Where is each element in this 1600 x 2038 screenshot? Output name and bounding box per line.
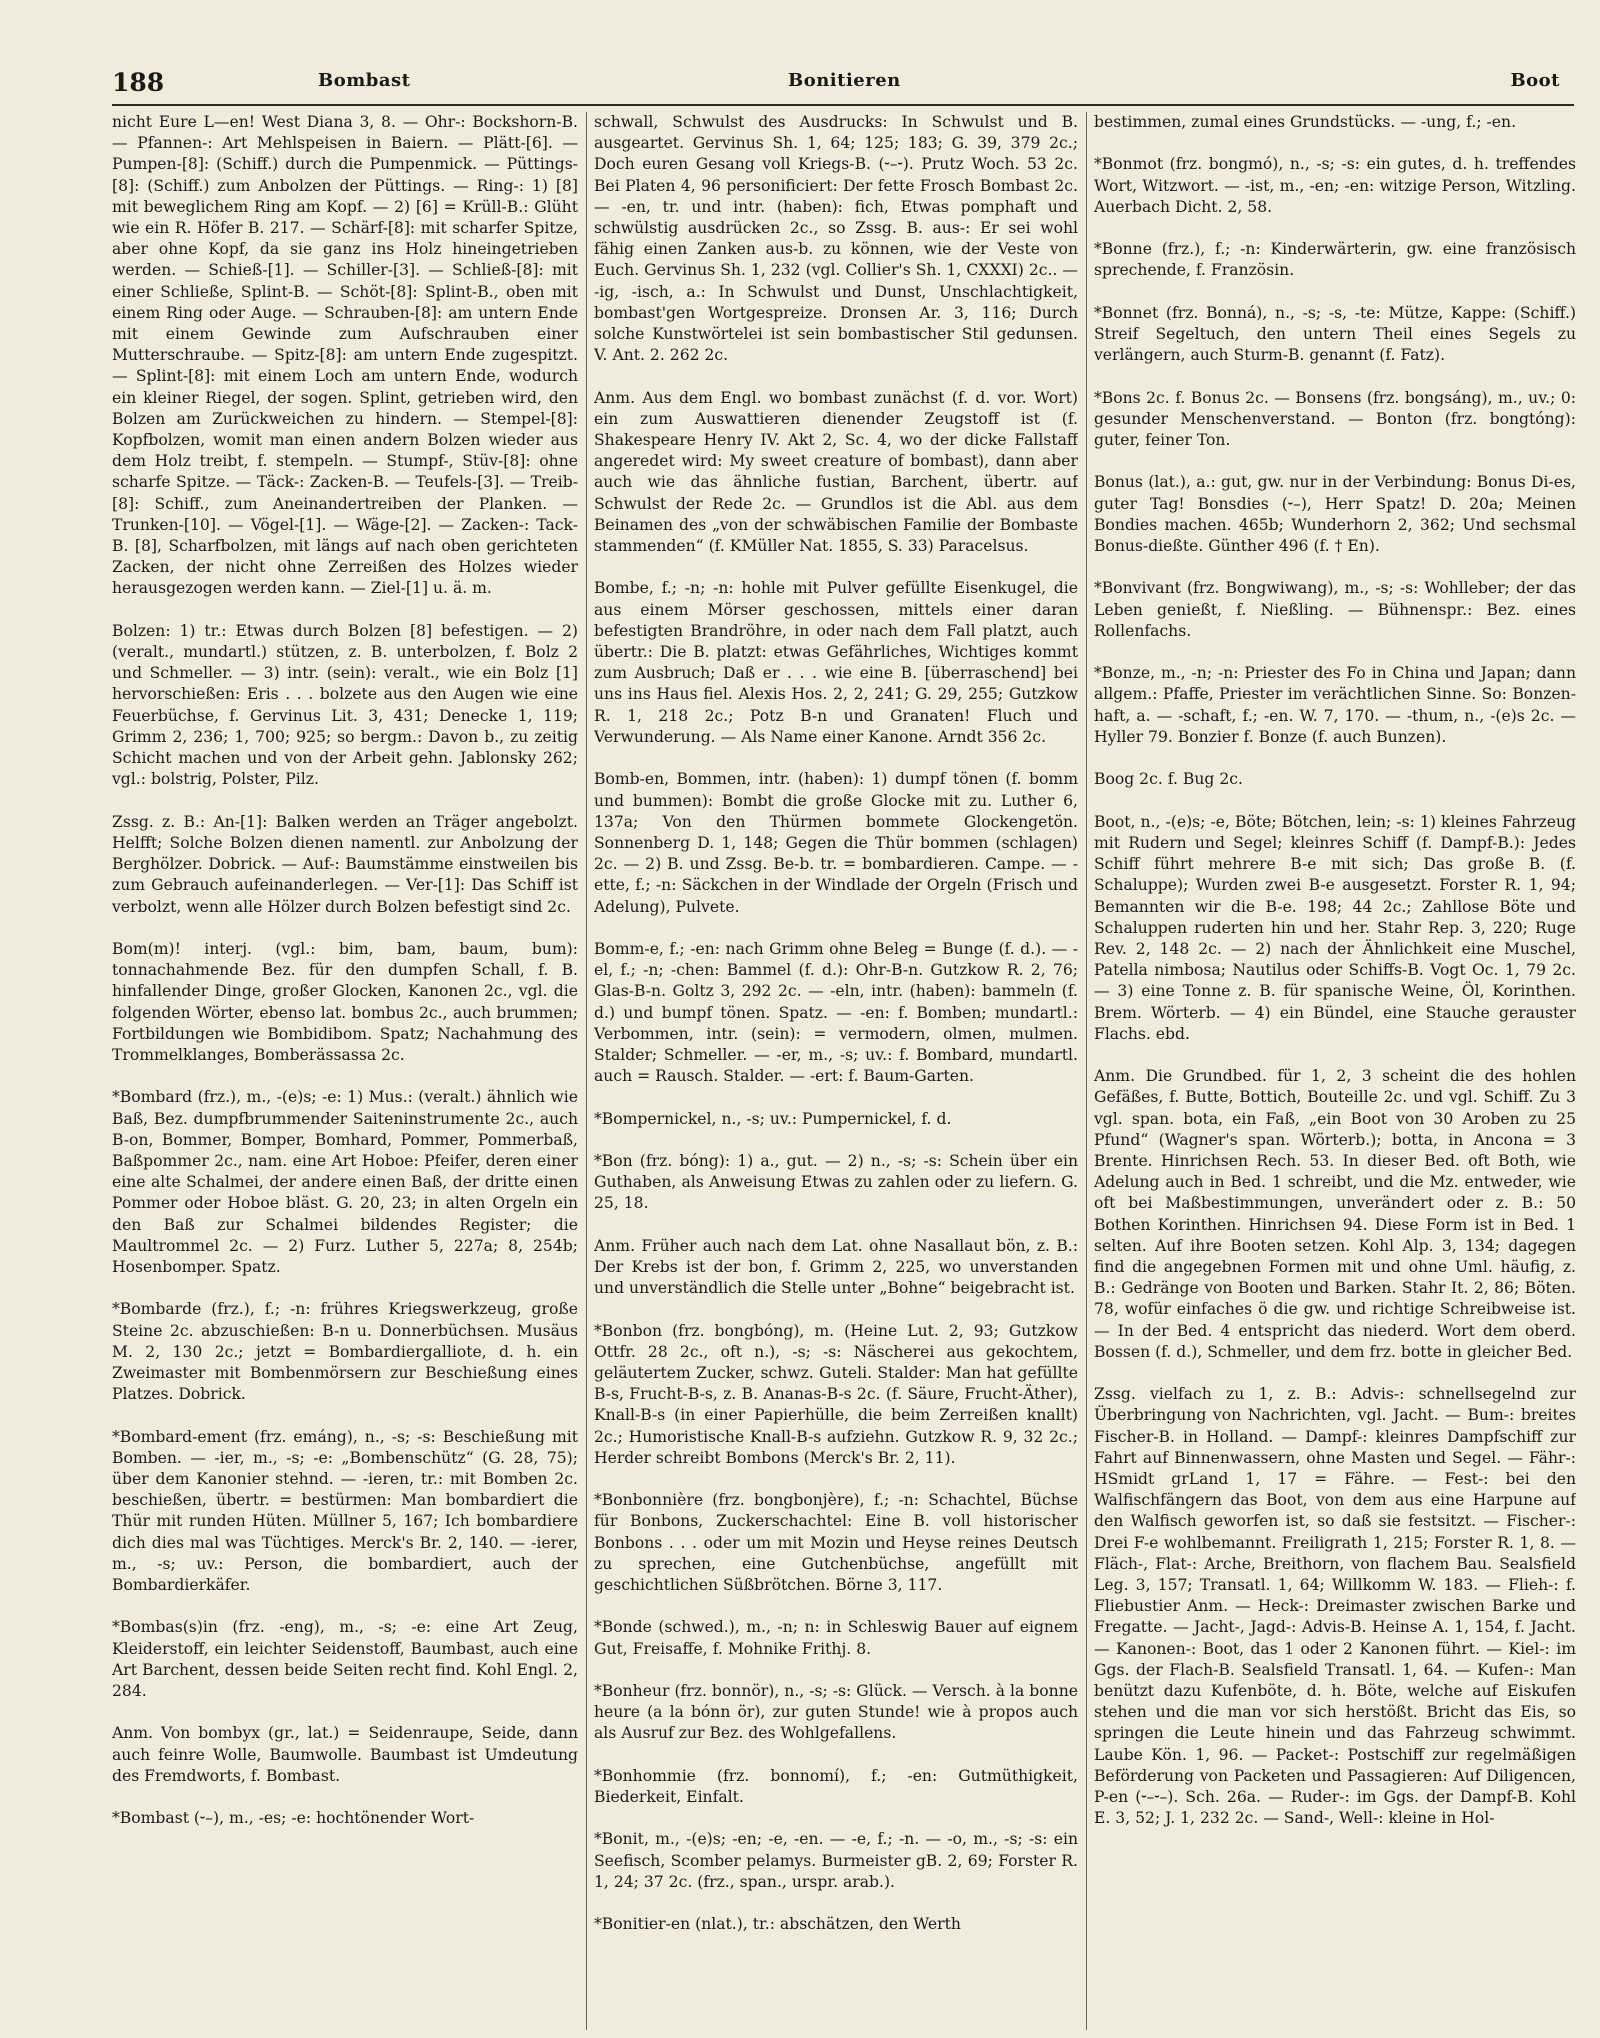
column-right xyxy=(1094,112,1576,2030)
column-text: schwall, Schwulst des Ausdrucks: In Schwulst und B. ausgeartet. Gervinus Sh. 1, 64; 125; 183; G. 39, 379 2c.; Doch euren Gesang voll Kriegs-B. (⏑–⏑). Prutz Woch. 53 2c. Bei Platen 4, 96 personificiert: Der fette Frosch Bombast 2c. — -en, tr. und intr. (haben): fich, Etwas pomphaft und schwülstig ausdrücken 2c., so Zssg. B. aus-: Er sei wohl fähig einen Zanken aus-b. zu können, wie der Veste von Euch. Gervinus Sh. 1, 232 (vgl. Collier's Sh. 1, CXXXI) 2c.. — -ig, -isch, a.: In Schwulst und Dunst, Unschlachtigkeit, bombast'gen Wortgespreize. Dronsen Ar. 3, 116; Durch solche Kunstwörtelei ist sein bombastischer Stil gedunsen. V. Ant. 2. 262 2c. Anm. Aus dem Engl. wo bombast zunächst (f. d. vor. Wort) ein zum Auswattieren dienender Zeugstoff ist (f. Shakespeare Henry IV. Akt 2, Sc. 4, wo der dicke Fallstaff angeredet wird: My sweet creature of bombast), dann aber auch wie das ähnliche fustian, Barchent, übertr. auf Schwulst der Rede 2c. — Grundlos ist die Abl. aus dem Beinamen des „von der schwäbischen Familie der Bombaste stammenden“ (f. KMüller Nat. 1855, S. 33) Paracelsus. Bombe, f.; -n; -n: hohle mit Pulver gefüllte Eisenkugel, die aus einem Mörser geschossen, mittels einer daran befestigten Brandröhre, in oder nach dem Fall platzt, auch übertr.: Die B. platzt: etwas Gefährliches, Wichtiges kommt zum Ausbruch; Daß er . . . wie eine B. [überraschend] bei uns ins Haus fiel. Alexis Hos. 2, 2, 241; G. 29, 255; Gutzkow R. 1, 218 2c.; Potz B-n und Granaten! Fluch und Verwunderung. — Als Name einer Kanone. Arndt 356 2c. Bomb-en, Bommen, intr. (haben): 1) dumpf tönen (f. bomm und bummen): Bombt die große Glocke mit zu. Luther 6, 137a; Von den Thürmen bommete Glockengetön. Sonnenberg D. 1, 148; Gegen die Thür bommen (schlagen) 2c. — 2) B. und Zssg. Be-b. tr. = bombardieren. Campe. — -ette, f.; -n: Säckchen in der Windlade der Orgeln (Frisch und Adelung), Pulvete. Bomm-e, f.; -en: nach Grimm ohne Beleg = Bunge (f. d.). — -el, f.; -n; -chen: Bammel (f. d.): Ohr-B-n. Gutzkow R. 2, 76; Glas-B-n. Goltz 3, 292 2c. — -eln, intr. (haben): bammeln (f. d.) und bumpf tönen. Spatz. — -en: f. Bomben; mundartl.: Verbommen, intr. (sein): = vermodern, olmen, mulmen. Stalder; Schmeller. — -er, m., -s; uv.: f. Bombard, mundartl. auch = Rausch. Stalder. — -ert: f. Baum-Garten. *Bompernickel, n., -s; uv.: Pumpernickel, f. d. *Bon (frz. bóng): 1) a., gut. — 2) n., -s; -s: Schein über ein Guthaben, als Anweisung Etwas zu zahlen oder zu liefern. G. 25, 18. Anm. Früher auch nach dem Lat. ohne Nasallaut bön, z. B.: Der Krebs ist der bon, f. Grimm 2, 225, wo unverstanden und unverständlich die Stelle unter „Bohne“ beigebracht ist. *Bonbon (frz. bongbóng), m. (Heine Lut. 2, 93; Gutzkow Ottfr. 28 2c., oft n.), -s; -s: Näscherei aus gekochtem, geläutertem Zucker, schwz. Guteli. Stalder: Man hat gefüllte B-s, Frucht-B-s, z. B. Ananas-B-s 2c. (f. Säure, Frucht-Äther), Knall-B-s (in einer Papierhülle, die beim Zerreißen knallt) 2c.; Humoristische Knall-B-s aufziehn. Gutzkow R. 9, 32 2c.; Herder schreibt Bombons (Merck's Br. 2, 11). *Bonbonnière (frz. bongbonjère), f.; -n: Schachtel, Büchse für Bonbons, Zuckerschachtel: Eine B. voll historischer Bonbons . . . oder um mit Mozin und Heyse reines Deutsch zu sprechen, eine Gutchenbüchse, angefüllt mit geschichtlichen Süßbrötchen. Börne 3, 117. *Bonde (schwed.), m., -n; n: in Schleswig Bauer auf eignem Gut, Freisaffe, f. Mohnike Frithj. 8. *Bonheur (frz. bonnör), n., -s; -s: Glück. — Versch. à la bonne heure (a la bónn ör), zur guten Stunde! wie à propos auch als Ausruf zur Bez. des Wohlgefallens. *Bonhommie (frz. bonnomí), f.; -en: Gutmüthigkeit, Biederkeit, Einfalt. *Bonit, m., -(e)s; -en; -e, -en. — -e, f.; -n. — -o, m., -s; -s: ein Seefisch, Scomber pelamys. Burmeister gB. 2, 69; Forster R. 1, 24; 37 2c. (frz., span., urspr. arab.). *Bonitier-en (nlat.), tr.: abschätzen, den Werth xyxy=(594,113,1078,1934)
column-left xyxy=(112,112,578,2030)
column-middle xyxy=(594,112,1078,2030)
page-header xyxy=(0,0,1600,112)
running-head-left: Bombast xyxy=(318,70,411,91)
column-divider xyxy=(1086,112,1087,2030)
running-head-center: Bonitieren xyxy=(788,70,901,91)
column-text: bestimmen, zumal eines Grundstücks. — -ung, f.; -en. *Bonmot (frz. bongmó), n., -s; -s: ein gutes, d. h. treffendes Wort, Witzwort. — -ist, m., -en; -en: witzige Person, Witzling. Auerbach Dicht. 2, 58. *Bonne (frz.), f.; -n: Kinderwärterin, gw. eine französisch sprechende, f. Französin. *Bonnet (frz. Bonná), n., -s; -s, -te: Mütze, Kappe: (Schiff.) Streif Segeltuch, den untern Theil eines Segels zu verlängern, auch Sturm-B. genannt (f. Fatz). *Bons 2c. f. Bonus 2c. — Bonsens (frz. bongsáng), m., uv.; 0: gesunder Menschenverstand. — Bonton (frz. bongtóng): guter, feiner Ton. Bonus (lat.), a.: gut, gw. nur in der Verbindung: Bonus Di-es, guter Tag! Bonsdies (⏑–), Herr Spatz! D. 20a; Meinen Bondies machen. 465b; Wunderhorn 2, 362; Und sechsmal Bonus-dießte. Günther 496 (f. † En). *Bonvivant (frz. Bongwiwang), m., -s; -s: Wohlleber; der das Leben genießt, f. Nießling. — Bühnenspr.: Bez. eines Rollenfachs. *Bonze, m., -n; -n: Priester des Fo in China und Japan; dann allgem.: Pfaffe, Priester im verächtlichen Sinne. So: Bonzen-haft, a. — -schaft, f.; -en. W. 7, 170. — -thum, n., -(e)s 2c. — Hyller 79. Bonzier f. Bonze (f. auch Bunzen). Boog 2c. f. Bug 2c. Boot, n., -(e)s; -e, Böte; Bötchen, lein; -s: 1) kleines Fahrzeug mit Rudern und Segel; kleinres Schiff (f. Dampf-B.): Jedes Schiff führt mehrere B-e mit sich; Das große B. (f. Schaluppe); Wurden zwei B-e ausgesetzt. Forster R. 1, 94; Bemannten wir die B-e. 198; 44 2c.; Zahllose Böte und Schaluppen ruderten hin und her. Stahr Rep. 3, 220; Ruge Rev. 2, 148 2c. — 2) nach der Ähnlichkeit eine Muschel, Patella nimbosa; Nautilus oder Schiffs-B. Vogt Oc. 1, 79 2c. — 3) eine Tonne z. B. für spanische Weine, Öl, Korinthen. Brem. Wörterb. — 4) ein Bündel, eine Stauche gerauster Flachs. ebd. Anm. Die Grundbed. für 1, 2, 3 scheint die des hohlen Gefäßes, f. Butte, Bottich, Bouteille 2c. und vgl. Schiff. Zu 3 vgl. span. bota, ein Faß, „ein Boot von 30 Aroben zu 25 Pfund“ (Wagner's span. Wörterb.); botta, in Ancona = 3 Brente. Hinrichsen Rech. 53. In dieser Bed. oft Both, wie Adelung auch in Bed. 1 schreibt, und die Mz. entweder, wie oft bei Maßbestimmungen, unverändert oder z. B.: 50 Bothen Korinthen. Hinrichsen 94. Diese Form ist in Bed. 1 selten. Auf ihre Booten setzen. Kohl Alp. 3, 134; dagegen find die angegebnen Formen mit und ohne Uml. häufig, z. B.: Gedränge von Booten und Barken. Stahr It. 2, 86; Böten. 78, wofür einfaches ö die gw. und richtige Schreibweise ist. — In der Bed. 4 entspricht das niederd. Wort dem oberd. Bossen (f. d.), Schmeller, und dem frz. botte in gleicher Bed. Zssg. vielfach zu 1, z. B.: Advis-: schnellsegelnd zur Überbringung von Nachrichten, vgl. Jacht. — Bum-: breites Fischer-B. in Holland. — Dampf-: kleinres Dampfschiff zur Fahrt auf Binnenwassern, ohne Masten und Segel. — Fähr-: HSmidt grLand 1, 17 = Fähre. — Fest-: bei den Walfischfängern das Boot, von dem aus eine Harpune auf den Walfisch geworfen ist, so daß sie festsitzt. — Fischer-: Drei F-e wohlbemannt. Freiligrath 1, 215; Forster R. 1, 8. — Fläch-, Flat-: Arche, Breithorn, von flachem Bau. Sealsfield Leg. 3, 157; Transatl. 1, 64; Willkomm W. 183. — Flieh-: f. Fliebustier Anm. — Heck-: Dreimaster zwischen Barke und Fregatte. — Jacht-, Jagd-: Advis-B. Heinse A. 1, 154, f. Jacht. — Kanonen-: Boot, das 1 oder 2 Kanonen führt. — Kiel-: im Ggs. der Flach-B. Sealsfield Transatl. 1, 64. — Kufen-: Man benützt dazu Kufenböte, d. h. Böte, welche auf Eiskufen stehen und die man vor sich herstößt. Bricht das Eis, so springen die Leute hinein und das Fahrzeug schwimmt. Laube Kön. 1, 96. — Packet-: Postschiff zur regelmäßigen Beförderung von Packeten und Passagieren: Auf Diligencen, P-en (⏑–⏑–). Sch. 26a. — Ruder-: im Ggs. der Dampf-B. Kohl E. 3, 52; J. 1, 232 2c. — Sand-, Well-: kleine in Hol- xyxy=(1094,113,1576,1828)
column-divider xyxy=(586,112,587,2030)
header-rule xyxy=(112,104,1574,106)
column-text: nicht Eure L—en! West Diana 3, 8. — Ohr-: Bockshorn-B. — Pfannen-: Art Mehlspeisen in Baiern. — Plätt-[6]. — Pumpen-[8]: (Schiff.) durch die Pumpenmick. — Püttings-[8]: (Schiff.) zum Anbolzen der Püttings. — Ring-: 1) [8] mit beweglichem Ring am Kopf. — 2) [6] = Krüll-B.: Glüht wie ein R. Höfer B. 217. — Schärf-[8]: mit scharfer Spitze, aber ohne Kopf, da sie ganz ins Holz hineingetrieben werden. — Schieß-[1]. — Schiller-[3]. — Schließ-[8]: mit einer Schließe, Splint-B. — Schöt-[8]: Splint-B., oben mit einem Ring oder Auge. — Schrauben-[8]: am untern Ende mit einem Gewinde zum Aufschrauben einer Mutterschraube. — Spitz-[8]: am untern Ende zugespitzt. — Splint-[8]: mit einem Loch am untern Ende, wodurch ein kleiner Riegel, der sogen. Splint, getrieben wird, den Bolzen am Zurückweichen zu hindern. — Stempel-[8]: Kopfbolzen, womit man einen andern Bolzen wieder aus dem Holz treibt, f. stempeln. — Stumpf-, Stüv-[8]: ohne scharfe Spitze. — Täck-: Zacken-B. — Teufels-[3]. — Treib-[8]: Schiff., zum Aneinandertreiben der Planken. — Trunken-[10]. — Vögel-[1]. — Wäge-[2]. — Zacken-: Tack-B. [8], Scharfbolzen, mit längs auf nach oben gerichteten Zacken, der nicht ohne Zerreißen des Holzes wieder herausgezogen werden kann. — Ziel-[1] u. ä. m. Bolzen: 1) tr.: Etwas durch Bolzen [8] befestigen. — 2) (veralt., mundartl.) stützen, z. B. unterbolzen, f. Bolz 2 und Schmeller. — 3) intr. (sein): veralt., wie ein Bolz [1] hervorschießen: Eris . . . bolzete aus den Augen wie eine Feuerbüchse, f. Gervinus Lit. 3, 431; Denecke 1, 119; Grimm 2, 236; 1, 700; 925; so bergm.: Davon b., zu zeitig Schicht machen und von der Arbeit gehn. Jablonsky 262; vgl.: bolstrig, Polster, Pilz. Zssg. z. B.: An-[1]: Balken werden an Träger angebolzt. Helfft; Solche Bolzen dienen namentl. zur Anbolzung der Berghölzer. Dobrick. — Auf-: Baumstämme einstweilen bis zum Gebrauch aufeinanderlegen. — Ver-[1]: Das Schiff ist verbolzt, wenn alle Hölzer durch Bolzen befestigt sind 2c. Bom(m)! interj. (vgl.: bim, bam, baum, bum): tonnachahmende Bez. für den dumpfen Schall, f. B. hinfallender Dinge, großer Glocken, Kanonen 2c., vgl. die folgenden Wörter, ebenso lat. bombus 2c., auch brummen; Fortbildungen wie Bombidibom. Spatz; Nachahmung des Trommelklanges, Bomberässassa 2c. *Bombard (frz.), m., -(e)s; -e: 1) Mus.: (veralt.) ähnlich wie Baß, Bez. dumpfbrummender Saiteninstrumente 2c., auch B-on, Bommer, Bomper, Bomhard, Pommer, Pommerbaß, Baßpommer 2c., nam. eine Art Hoboe: Pfeifer, deren einer eine alte Schalmei, der andere einen Baß, der dritte einen Pommer oder Hoboe bläst. G. 20, 23; in alten Orgeln ein den Baß zur Schalmei bildendes Register; die Maultrommel 2c. — 2) Furz. Luther 5, 227a; 8, 254b; Hosenbomper. Spatz. *Bombarde (frz.), f.; -n: frühres Kriegswerkzeug, große Steine 2c. abzuschießen: B-n u. Donnerbüchsen. Musäus M. 2, 130 2c.; jetzt = Bombardiergalliote, d. h. ein Zweimaster mit Bombenmörsern zur Beschießung eines Platzes. Dobrick. *Bombard-ement (frz. emáng), n., -s; -s: Beschießung mit Bomben. — -ier, m., -s; -e: „Bombenschütz“ (G. 28, 75); über dem Kanonier stehnd. — -ieren, tr.: mit Bomben 2c. beschießen, übertr. = bestürmen: Man bombardiert die Thür mit runden Hüten. Müllner 5, 167; Ich bombardiere dich dies mal was Tüchtiges. Merck's Br. 2, 140. — -ierer, m., -s; uv.: Person, die bombardiert, auch der Bombardierkäfer. *Bombas(s)in (frz. -eng), m., -s; -e: eine Art Zeug, Kleiderstoff, ein leichter Seidenstoff, Baumbast, auch eine Art Barchent, dessen beide Seiten recht find. Kohl Engl. 2, 284. Anm. Von bombyx (gr., lat.) = Seidenraupe, Seide, dann auch feinre Wolle, Baumwolle. Baumbast ist Umdeutung des Fremdworts, f. Bombast. *Bombast (⏑–), m., -es; -e: hochtönender Wort- xyxy=(112,113,578,1828)
running-head-right: Boot xyxy=(1510,70,1560,91)
page-number: 188 xyxy=(112,68,165,97)
